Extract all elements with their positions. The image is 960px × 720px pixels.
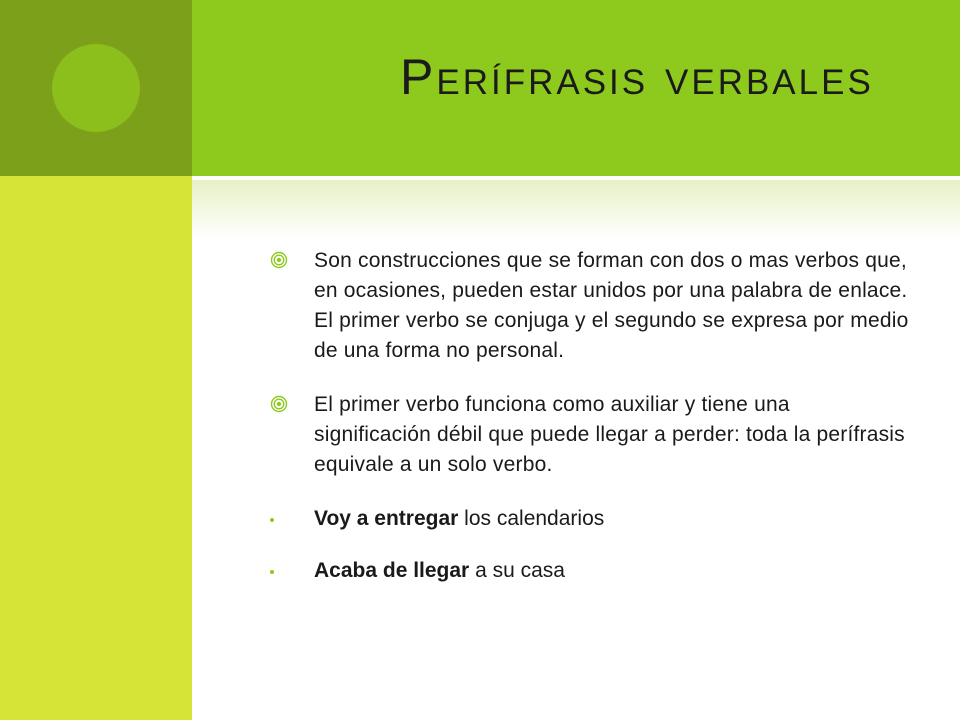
- title-fade: [192, 180, 960, 240]
- slide-content: [270, 246, 910, 608]
- dot-bullet-icon: [270, 518, 274, 522]
- paragraph-2: [270, 390, 910, 480]
- paragraph-1: [270, 246, 910, 366]
- decorative-circle: [52, 44, 140, 132]
- example-1-rest: los calendarios: [458, 507, 605, 530]
- paragraph-1-text: Son construcciones que se forman con dos o mas verbos que, en ocasiones, pueden estar unidos por una palabra de enlace. El primer verbo se conjuga y el segundo se expresa por medio de una forma no personal.: [314, 249, 909, 362]
- paragraph-2-text: El primer verbo funciona como auxiliar y tiene una significación débil que puede llegar a perder: toda la perífrasis equivale a un solo verbo.: [314, 393, 905, 476]
- example-2: [270, 556, 910, 586]
- left-accent-column: [0, 176, 192, 720]
- concentric-circle-bullet-icon: [270, 251, 288, 269]
- example-2-verb: Acaba de llegar: [314, 559, 470, 582]
- example-1: [270, 504, 910, 534]
- slide-title: Perífrasis verbales: [400, 49, 874, 105]
- dot-bullet-icon: [270, 570, 274, 574]
- example-1-verb: Voy a entregar: [314, 507, 459, 530]
- concentric-circle-bullet-icon: [270, 395, 288, 413]
- example-2-rest: a su casa: [469, 559, 565, 582]
